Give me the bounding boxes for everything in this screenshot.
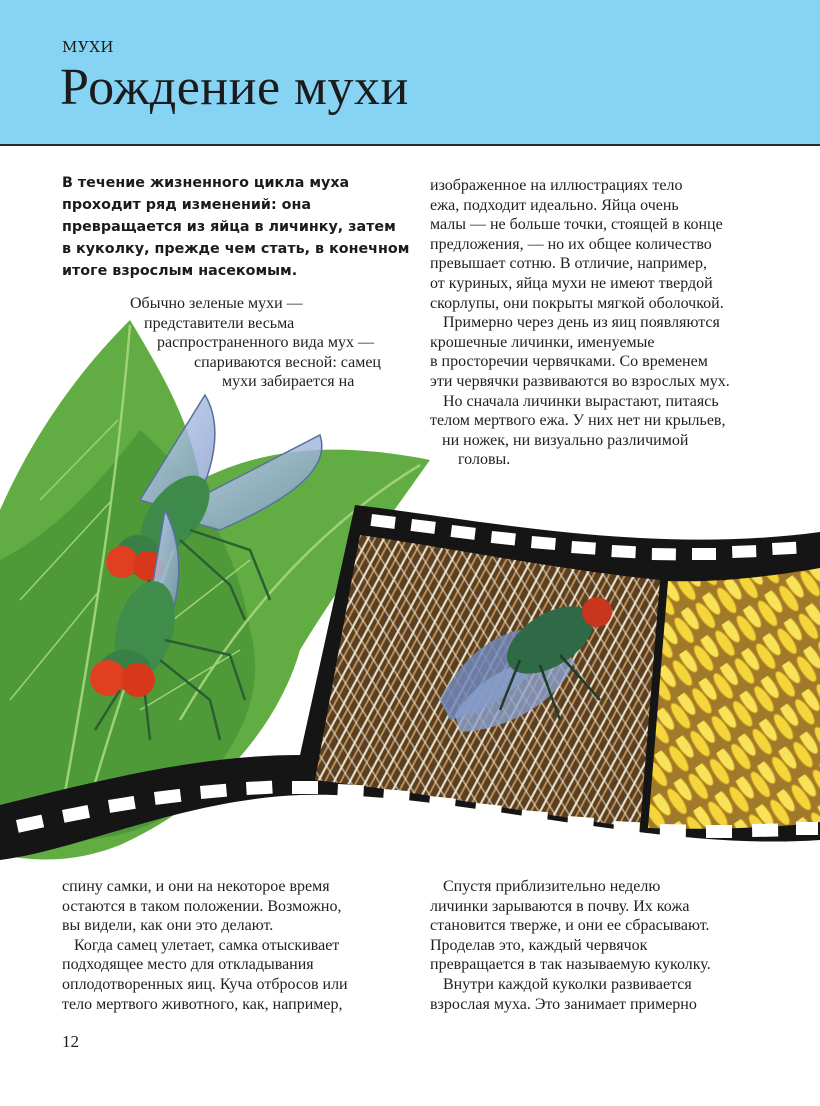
page-title: Рождение мухи [60,59,409,116]
left-column-top [130,294,410,392]
text-line: эти червячки развиваются во взрослых мух. [430,372,730,390]
text-line: малы — не больше точки, стоящей в конце [430,216,723,234]
text-line: остаются в таком положении. Возможно, [62,897,342,915]
text-line: подходящее место для откладывания [62,956,314,974]
section-label: МУХИ [62,38,114,56]
text-line: тело мертвого животного, как, например, [62,995,343,1013]
text-line: становится тверже, и они ее сбрасывают. [430,917,710,935]
left-column-bottom [62,877,402,1014]
text-line: личинки зарываются в почву. Их кожа [430,897,690,915]
text-line: Когда самец улетает, самка отыскивает [74,936,340,954]
text-line: превышает сотню. В отличие, например, [430,255,707,273]
text-line: предложения, — но их общее количество [430,235,712,253]
text-line: Спустя приблизительно неделю [443,878,661,895]
right-column-top [430,176,790,470]
text-line: скорлупы, они покрыты мягкой оболочкой. [430,294,724,312]
text-line: в просторечии червячками. Со временем [430,353,708,371]
text-line: Проделав это, каждый червячок [430,936,648,954]
text-line: телом мертвого ежа. У них нет ни крыльев, [430,412,726,430]
film-frame-eggs [648,568,820,829]
intro-paragraph [62,172,410,282]
text-line: Примерно через день из яиц появляются [443,314,720,332]
text-line: представители весьма [144,314,295,332]
text-line: спариваются весной: самец [194,353,381,371]
text-line: вы видели, как они это делают. [62,917,274,935]
text-line: мухи забирается на [222,373,355,391]
intro-line: в куколку, прежде чем стать, в конечном [62,241,410,257]
text-line: взрослая муха. Это занимает примерно [430,995,697,1013]
text-line: Но сначала личинки вырастают, питаясь [443,392,719,410]
text-line: ежа, подходит идеально. Яйца очень [430,196,679,214]
text-line: превращается в так называемую куколку. [430,956,711,974]
text-line: головы. [458,451,511,469]
intro-line: проходит ряд изменений: она [62,197,311,213]
intro-line: итоге взрослым насекомым. [62,263,298,279]
text-line: крошечные личинки, именуемые [430,333,655,351]
text-line: от куриных, яйца мухи не имеют твердой [430,274,713,292]
text-line: спину самки, и они на некоторое время [62,878,330,895]
text-line: изображенное на иллюстрациях тело [430,177,683,194]
text-line: Обычно зеленые мухи — [130,295,303,312]
right-column-bottom [430,877,790,1014]
header-rule [0,144,820,146]
text-line: Внутри каждой куколки развивается [443,975,692,993]
intro-line: В течение жизненного цикла муха [62,175,350,191]
text-line: распространенного вида мух — [157,334,374,352]
text-line: ни ножек, ни визуально различимой [442,431,689,449]
text-line: оплодотворенных яиц. Куча отбросов или [62,975,348,993]
page-number: 12 [62,1032,79,1051]
intro-line: превращается из яйца в личинку, затем [62,219,396,235]
